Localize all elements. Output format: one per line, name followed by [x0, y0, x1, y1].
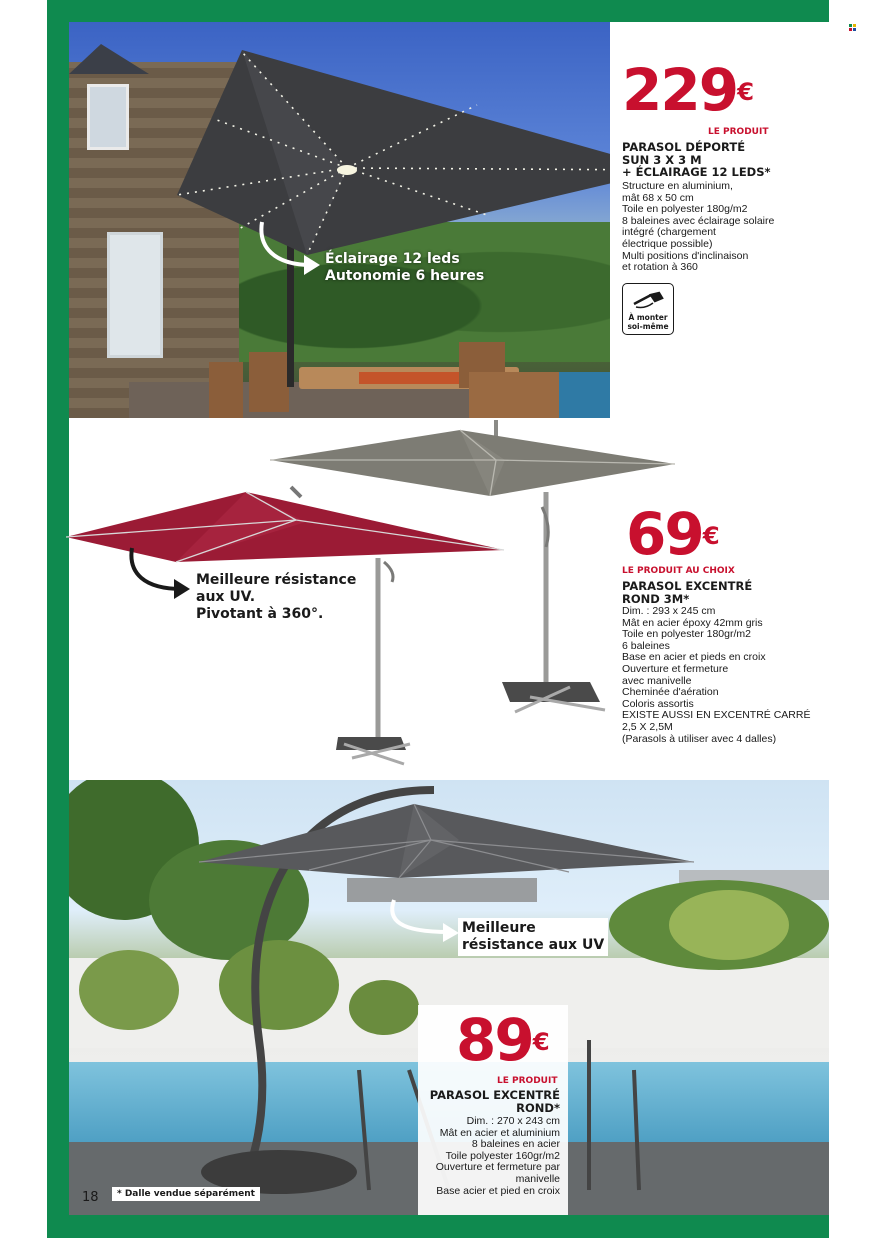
product1-unit-label: LE PRODUIT	[708, 127, 769, 137]
product1-callout: Éclairage 12 leds Autonomie 6 heures	[325, 251, 485, 284]
led-parasol-canopy	[147, 50, 610, 260]
assemble-yourself-badge: À monter soi-même	[622, 283, 674, 335]
product1-specs: Structure en aluminium, mât 68 x 50 cm Toile en polyester 180g/m2 8 baleines avec éclairage solaire intégré (chargement électrique possible) Multi positions d'inclinaison et rotation à 360	[622, 180, 775, 274]
page-number: 18	[82, 1190, 99, 1205]
product3-specs: Dim. : 270 x 243 cm Mât en acier et aluminium 8 baleines en acier Toile polyester 160gr/m2 Ouverture et fermeture par manivelle Base acier et pied en croix	[435, 1115, 560, 1197]
product2-price: 69€	[626, 500, 720, 568]
callout-arrow-icon	[124, 545, 194, 600]
product1-photo	[69, 22, 610, 418]
product1-title: PARASOL DÉPORTÉ SUN 3 X 3 M + ÉCLAIRAGE 12 LEDS*	[622, 140, 771, 179]
footnote: * Dalle vendue séparément	[112, 1187, 260, 1201]
product2-specs: Dim. : 293 x 245 cm Mât en acier époxy 42mm gris Toile en polyester 180gr/m2 6 baleines Base en acier et pieds en croix Ouverture et fermeture avec manivelle Cheminée d'aération Coloris assortis EXISTE AUSSI EN EXCENTRÉ CARRÉ 2,5 X 2,5M (Parasols à utiliser avec 4 dalles)	[622, 605, 811, 745]
product3-callout: Meilleure résistance aux UV	[458, 918, 608, 956]
product3-unit-label: LE PRODUIT	[497, 1076, 558, 1086]
product2-unit-label: LE PRODUIT AU CHOIX	[622, 566, 735, 576]
product2-title: PARASOL EXCENTRÉ ROND 3M*	[622, 579, 753, 606]
product2-callout: Meilleure résistance aux UV. Pivotant à 360°.	[196, 572, 357, 622]
product3-title: PARASOL EXCENTRÉ ROND*	[429, 1088, 560, 1115]
callout-arrow-icon	[254, 217, 324, 277]
product3-price: 89€	[456, 1006, 550, 1074]
brand-logo-icon	[849, 24, 857, 32]
red-parasol-image	[66, 482, 506, 767]
product1-price: 229€	[622, 56, 755, 124]
wrench-icon	[631, 289, 665, 311]
